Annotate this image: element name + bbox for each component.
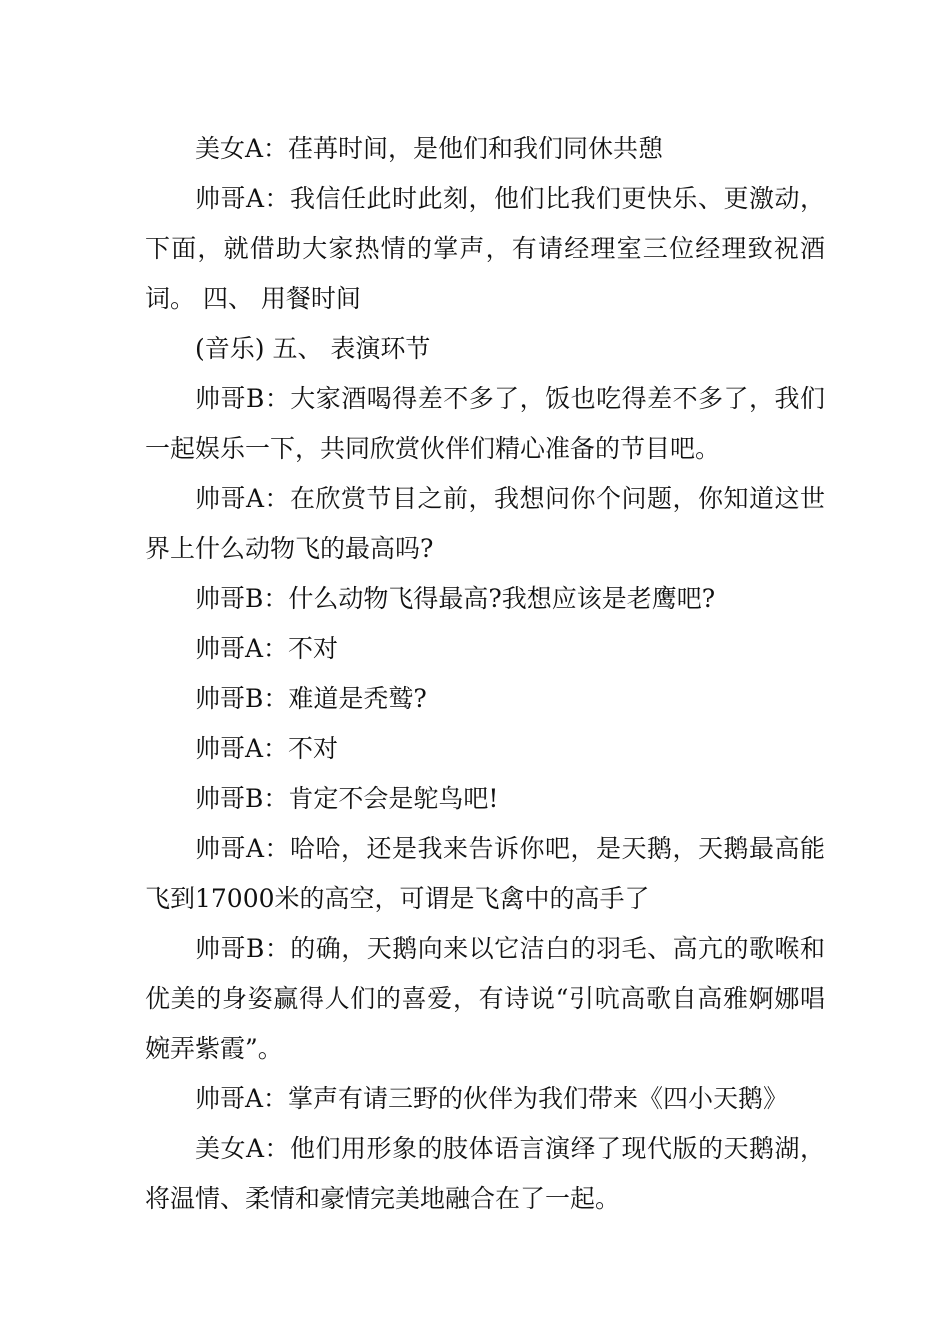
paragraph: 帅哥B：大家酒喝得差不多了，饭也吃得差不多了，我们一起娱乐一下，共同欣赏伙伴们精心准备的节目吧。 xyxy=(145,384,825,463)
paragraph: (音乐) 五、 表演环节 xyxy=(195,334,431,363)
paragraph: 美女A：他们用形象的肢体语言演绎了现代版的天鹅湖，将温情、柔情和豪情完美地融合在了一起。 xyxy=(145,1134,825,1213)
paragraph: 帅哥B：肯定不会是鸵鸟吧! xyxy=(195,784,499,813)
paragraph: 帅哥A：我信任此时此刻，他们比我们更快乐、更激动，下面，就借助大家热情的掌声，有请经理室三位经理致祝酒词。 四、 用餐时间 xyxy=(145,184,825,313)
document-body xyxy=(145,124,825,1224)
paragraph: 帅哥A：哈哈，还是我来告诉你吧，是天鹅，天鹅最高能飞到17000米的高空，可谓是飞禽中的高手了 xyxy=(145,834,825,913)
paragraph: 帅哥B：的确，天鹅向来以它洁白的羽毛、高亢的歌喉和优美的身姿赢得人们的喜爱，有诗说“引吭高歌自高雅婀娜唱婉弄紫霞”。 xyxy=(145,934,825,1063)
paragraph: 帅哥A：掌声有请三野的伙伴为我们带来《四小天鹅》 xyxy=(195,1084,789,1113)
paragraph: 美女A：荏苒时间，是他们和我们同休共憩 xyxy=(195,134,664,163)
paragraph: 帅哥A：不对 xyxy=(195,734,339,763)
paragraph: 帅哥B：难道是秃鹫? xyxy=(195,684,427,713)
paragraph: 帅哥B：什么动物飞得最高?我想应该是老鹰吧? xyxy=(195,584,716,613)
paragraph: 帅哥A：在欣赏节目之前，我想问你个问题，你知道这世界上什么动物飞的最高吗? xyxy=(145,484,825,563)
paragraph: 帅哥A：不对 xyxy=(195,634,339,663)
